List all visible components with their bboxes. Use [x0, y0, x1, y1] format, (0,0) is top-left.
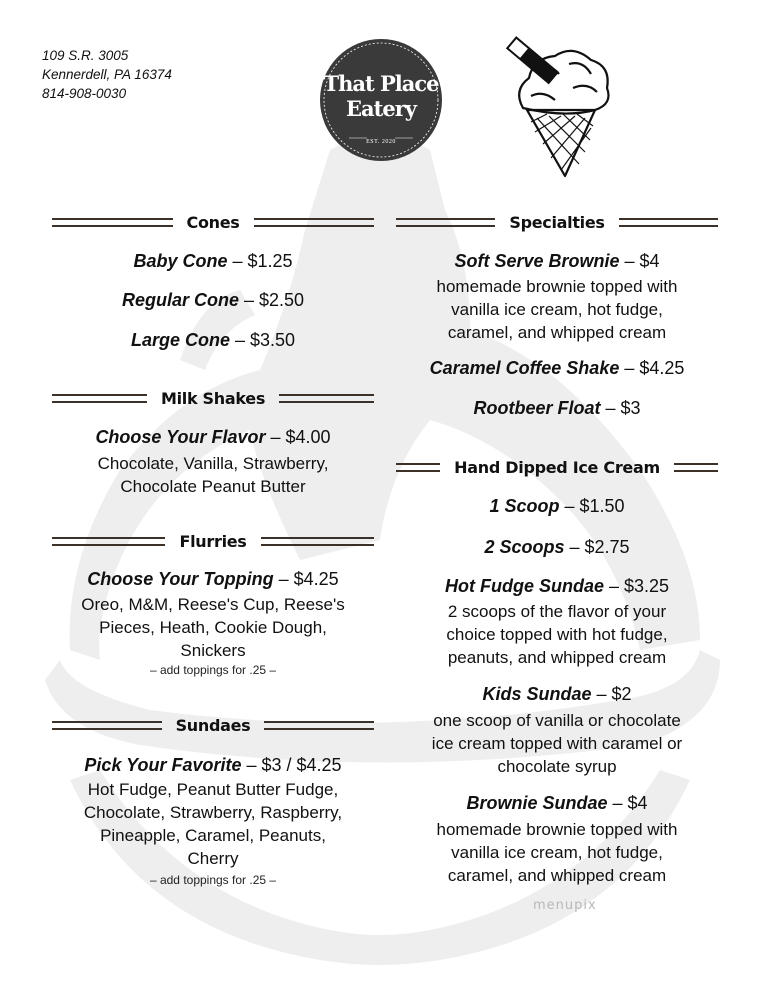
header-rule [396, 218, 495, 227]
item-name: Choose Your Topping [87, 569, 274, 589]
header-rule [619, 218, 718, 227]
item-description [396, 275, 718, 344]
description-line: Pineapple, Caramel, Peanuts, [100, 826, 326, 845]
menu-item-caramel-coffee-shake [396, 357, 718, 380]
description-line: one scoop of vanilla or chocolate [433, 711, 681, 730]
item-description [396, 600, 718, 669]
item-description [396, 818, 718, 887]
item-name: 1 Scoop [489, 496, 560, 516]
item-name: Baby Cone [133, 251, 228, 271]
item-name: Choose Your Flavor [95, 427, 266, 447]
logo-established: EST. 2020 [366, 139, 396, 145]
menu-item-soft-serve-brownie [396, 250, 718, 273]
description-line: choice topped with hot fudge, [446, 625, 668, 644]
section-title: Specialties [509, 212, 605, 232]
description-line: Chocolate Peanut Butter [120, 477, 306, 496]
address-street: 109 S.R. 3005 [42, 48, 129, 63]
menu-item-sundae [52, 754, 374, 777]
header-rule [52, 218, 173, 227]
section-title: Cones [186, 212, 240, 232]
section-title: Hand Dipped Ice Cream [454, 457, 660, 477]
item-name: Regular Cone [121, 290, 239, 310]
item-description [52, 778, 374, 870]
item-name: Caramel Coffee Shake [429, 358, 620, 378]
section-title: Flurries [179, 531, 247, 551]
header-rule [52, 721, 162, 730]
item-price: – $4.25 [619, 358, 685, 378]
item-name: Large Cone [130, 330, 230, 350]
menu-item-baby-cone [52, 250, 374, 273]
description-line: Chocolate, Vanilla, Strawberry, [97, 454, 329, 473]
description-line: vanilla ice cream, hot fudge, [451, 300, 663, 319]
item-name: Soft Serve Brownie [454, 251, 620, 271]
section-header-hand-dipped [396, 456, 718, 478]
item-name: Pick Your Favorite [84, 755, 242, 775]
header-rule [396, 463, 440, 472]
item-price: – $4.00 [265, 427, 331, 447]
item-description [52, 593, 374, 662]
item-price: – $2 [591, 684, 632, 704]
address-city: Kennerdell, PA 16374 [42, 67, 172, 82]
description-line: Pieces, Heath, Cookie Dough, [99, 618, 327, 637]
description-line: caramel, and whipped cream [447, 323, 667, 342]
menu-item-rootbeer-float [396, 397, 718, 420]
menu-item-2-scoops [396, 536, 718, 559]
menu-item-hot-fudge-sundae [396, 575, 718, 598]
item-name: Hot Fudge Sundae [444, 576, 604, 596]
header-rule [52, 537, 165, 546]
menu-item-1-scoop [396, 495, 718, 518]
description-line: ice cream topped with caramel or [431, 734, 683, 753]
toppings-note: – add toppings for .25 – [149, 663, 277, 677]
description-line: homemade brownie topped with [436, 277, 678, 296]
section-header-specialties [396, 211, 718, 233]
header-rule [254, 218, 375, 227]
description-line: Snickers [180, 641, 246, 660]
description-line: peanuts, and whipped cream [447, 648, 667, 667]
item-price: – $4 [607, 793, 648, 813]
section-header-flurries [52, 530, 374, 552]
item-price: – $4.25 [273, 569, 339, 589]
menu-item-flurry [52, 568, 374, 591]
menu-item-brownie-sundae [396, 792, 718, 815]
item-price: – $1.25 [227, 251, 293, 271]
item-price: – $3.25 [603, 576, 670, 596]
item-price: – $3 / $4.25 [241, 755, 342, 775]
header-rule [279, 394, 374, 403]
header-rule [674, 463, 718, 472]
description-line: caramel, and whipped cream [447, 866, 667, 885]
ice-cream-cone-icon [495, 30, 615, 182]
menu-item-kids-sundae [396, 683, 718, 706]
toppings-note: – add toppings for .25 – [149, 873, 277, 887]
description-line: Cherry [187, 849, 239, 868]
header-rule [261, 537, 374, 546]
item-price: – $1.50 [559, 496, 625, 516]
menu-item-large-cone [52, 329, 374, 352]
logo-name [319, 71, 443, 121]
item-price: – $2.50 [238, 290, 305, 310]
section-title: Milk Shakes [160, 388, 266, 408]
description-line: 2 scoops of the flavor of your [447, 602, 667, 621]
section-title: Sundaes [175, 715, 251, 735]
section-header-milk-shakes [52, 387, 374, 409]
menupix-watermark: menupix [533, 898, 597, 913]
description-line: vanilla ice cream, hot fudge, [451, 843, 663, 862]
menu-item-regular-cone [52, 289, 374, 312]
item-price: – $4 [619, 251, 660, 271]
description-line: Hot Fudge, Peanut Butter Fudge, [87, 780, 339, 799]
logo-line-1: That Place [323, 71, 439, 96]
item-name: Brownie Sundae [466, 793, 608, 813]
menu-item-milk-shake [52, 426, 374, 449]
header-rule [52, 394, 147, 403]
phone-number: 814-908-0030 [42, 86, 127, 101]
item-description [396, 709, 718, 778]
item-description [52, 452, 374, 498]
section-header-cones [52, 211, 374, 233]
item-price: – $3 [600, 398, 641, 418]
item-price: – $2.75 [564, 537, 630, 557]
logo-line-2: Eatery [346, 96, 416, 121]
item-name: Kids Sundae [482, 684, 592, 704]
item-name: Rootbeer Float [473, 398, 601, 418]
item-price: – $3.50 [229, 330, 296, 350]
address-block [42, 46, 172, 103]
description-line: Chocolate, Strawberry, Raspberry, [83, 803, 343, 822]
description-line: homemade brownie topped with [436, 820, 678, 839]
section-header-sundaes [52, 714, 374, 736]
logo [319, 38, 443, 162]
item-name: 2 Scoops [484, 537, 565, 557]
description-line: chocolate syrup [497, 757, 617, 776]
description-line: Oreo, M&M, Reese's Cup, Reese's [81, 595, 345, 614]
header-rule [264, 721, 374, 730]
